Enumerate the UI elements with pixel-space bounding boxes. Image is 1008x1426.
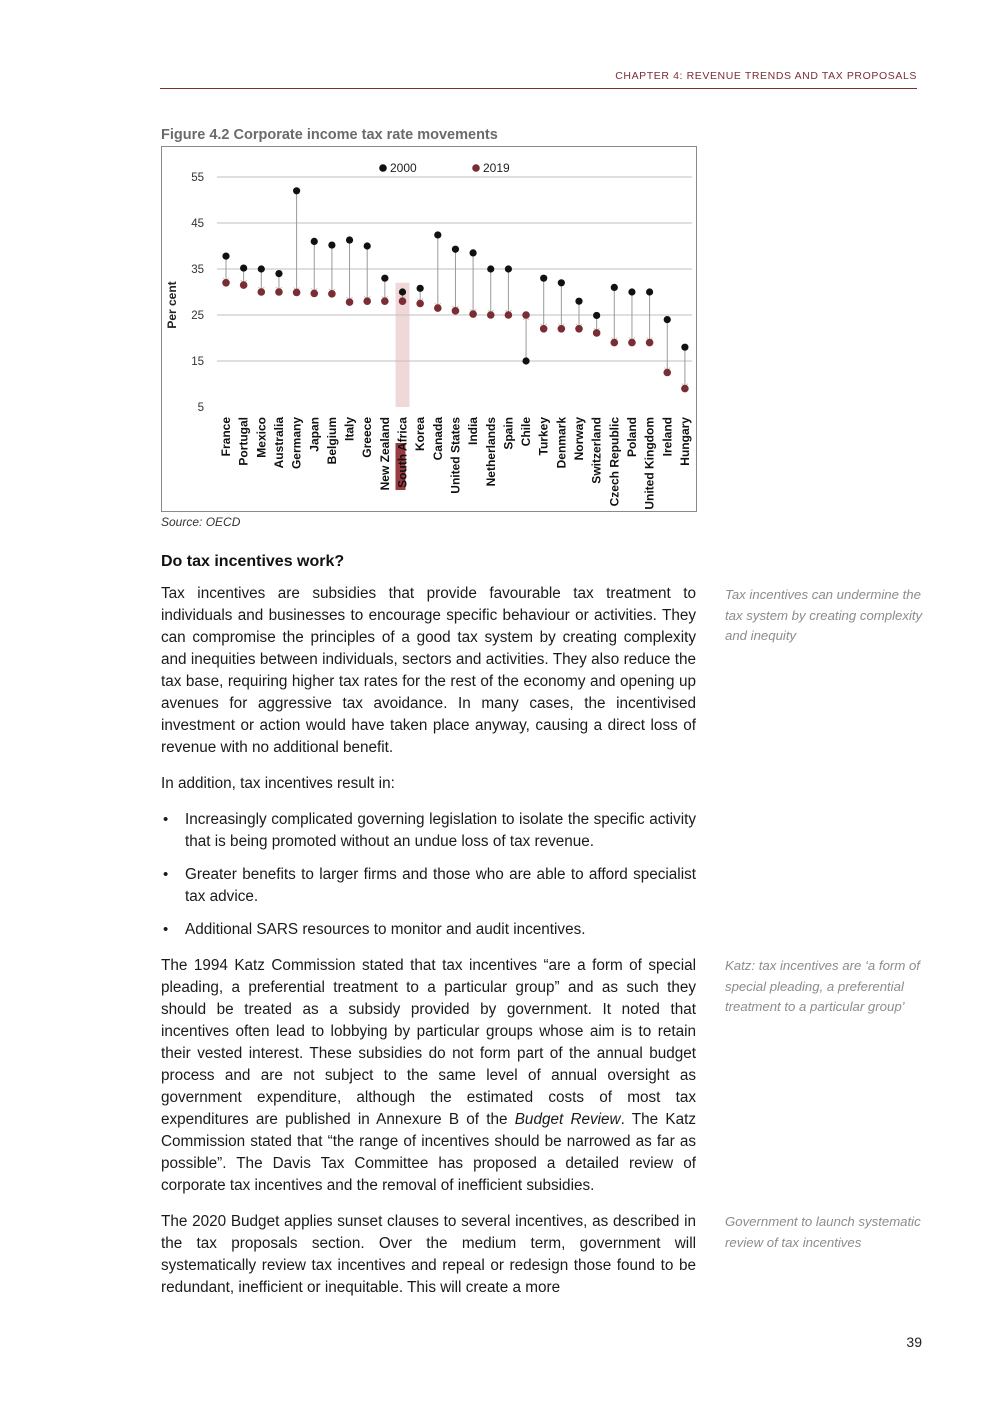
point-2019 xyxy=(222,279,230,287)
point-2000 xyxy=(346,236,353,243)
x-tick-label: Mexico xyxy=(254,417,269,458)
x-tick-label: South Africa xyxy=(395,417,410,488)
point-2019 xyxy=(275,288,283,296)
point-2019 xyxy=(558,325,566,333)
y-tick-label: 55 xyxy=(191,172,204,184)
x-tick-label: Norway xyxy=(572,417,586,461)
point-2019 xyxy=(346,298,354,306)
margin-note-katz: Katz: tax incentives are ‘a form of special pleading, a preferential treatment to a particular group’ xyxy=(725,958,920,1014)
section-heading: Do tax incentives work? xyxy=(161,553,345,570)
figure-source: Source: OECD xyxy=(161,515,241,529)
x-tick-label: Belgium xyxy=(324,417,339,465)
budget-review-title: Budget Review xyxy=(514,1111,621,1128)
point-2019 xyxy=(258,288,266,296)
point-2019 xyxy=(310,290,318,298)
x-tick-label: United States xyxy=(448,417,463,494)
point-2019 xyxy=(593,329,601,337)
point-2019 xyxy=(663,369,671,377)
point-2019 xyxy=(505,311,513,319)
point-2000 xyxy=(258,265,265,272)
x-tick-label: Portugal xyxy=(236,417,251,466)
point-2000 xyxy=(664,316,671,323)
legend-label: 2019 xyxy=(483,161,510,175)
point-2000 xyxy=(487,265,494,272)
point-2000 xyxy=(399,288,406,295)
x-tick-label: Poland xyxy=(624,417,639,458)
x-tick-label: Italy xyxy=(342,417,357,442)
x-tick-label: India xyxy=(466,417,481,446)
x-tick-label: Greece xyxy=(360,417,375,458)
x-tick-label: Chile xyxy=(519,417,534,447)
paragraph-tax-incentives: Tax incentives are subsidies that provide favourable tax treatment to individuals and businesses to encourage specific behaviour or activities. They can compromise the principles of a good tax system by creating complexity and inequities between individuals, sectors and activities. They also reduce the tax base, requiring higher tax rates for the rest of the economy and opening up avenues for aggressive tax avoidance. In many cases, the incentivised investment or action would have taken place anyway, causing a direct loss of revenue with no additional benefit. xyxy=(161,585,696,756)
point-2019 xyxy=(469,310,477,318)
point-2000 xyxy=(646,288,653,295)
x-tick-label: Japan xyxy=(307,417,322,452)
bullet-icon: • xyxy=(163,866,169,883)
point-2019 xyxy=(646,339,654,347)
point-2019 xyxy=(363,297,371,305)
point-2019 xyxy=(434,304,442,312)
point-2019 xyxy=(681,385,689,393)
bullet-text: Increasingly complicated governing legislation to isolate the specific activity that is being promoted without an undue loss of tax revenue. xyxy=(185,811,696,850)
x-tick-label: Germany xyxy=(289,417,304,470)
x-tick-label: Hungary xyxy=(677,417,692,466)
x-tick-label: Ireland xyxy=(660,417,675,457)
point-2000 xyxy=(311,238,318,245)
point-2000 xyxy=(470,249,477,256)
x-tick-label: Switzerland xyxy=(589,417,604,484)
point-2019 xyxy=(522,311,530,319)
point-2000 xyxy=(628,288,635,295)
point-2019 xyxy=(399,297,407,305)
point-2000 xyxy=(417,285,424,292)
page-number: 39 xyxy=(906,1334,922,1350)
x-tick-label: France xyxy=(219,417,233,457)
point-2019 xyxy=(452,307,460,315)
bullet-item xyxy=(161,919,696,941)
point-2019 xyxy=(487,311,495,319)
y-tick-label: 5 xyxy=(197,402,204,414)
bullet-text: Additional SARS resources to monitor and audit incentives. xyxy=(185,921,586,938)
point-2019 xyxy=(611,339,619,347)
bullet-icon: • xyxy=(163,921,169,938)
x-tick-label: Canada xyxy=(430,417,445,461)
chart-container xyxy=(161,146,697,512)
point-2019 xyxy=(293,289,301,297)
bullet-icon: • xyxy=(163,811,169,828)
margin-note-undermine: Tax incentives can undermine the tax system by creating complexity and inequity xyxy=(725,587,923,643)
paragraph-2020-budget: The 2020 Budget applies sunset clauses to several incentives, as described in the tax proposals section. Over the medium term, government will systematically review tax incentives and repeal or redesign those found to be redundant, inefficient or inequitable. This will create a more xyxy=(161,1213,696,1296)
point-2019 xyxy=(328,290,336,298)
point-2000 xyxy=(452,246,459,253)
x-tick-label: United Kingdom xyxy=(642,417,657,510)
margin-note-review: Government to launch systematic review of tax incentives xyxy=(725,1214,921,1250)
point-2000 xyxy=(434,231,441,238)
point-2000 xyxy=(558,279,565,286)
x-tick-label: New Zealand xyxy=(377,417,392,491)
x-tick-label: Turkey xyxy=(536,417,551,456)
point-2019 xyxy=(575,325,583,333)
x-tick-label: Denmark xyxy=(554,417,569,469)
point-2000 xyxy=(575,298,582,305)
bullet-list xyxy=(161,809,696,952)
point-2000 xyxy=(240,264,247,271)
point-2000 xyxy=(381,275,388,282)
y-tick-label: 35 xyxy=(191,264,204,276)
x-tick-label: Spain xyxy=(501,417,516,450)
bullet-item xyxy=(161,809,696,853)
y-tick-label: 25 xyxy=(191,310,204,322)
y-tick-label: 45 xyxy=(191,218,204,230)
x-tick-label: Czech Republic xyxy=(607,417,622,507)
paragraph-katz-part-a: The 1994 Katz Commission stated that tax incentives “are a form of special pleading, a preferential treatment to a particular group” and as such they should be treated as a subsidy provided by government. It noted that incentives often lead to lobbying by particular groups whose aim is to retain their vested interest. These subsidies do not form part of the annual budget process and are not subject to the same level of annual oversight as government expenditure, although the estimated costs of most tax expenditures are published in Annexure B of the xyxy=(161,957,696,1128)
chapter-header: CHAPTER 4: REVENUE TRENDS AND TAX PROPOSALS xyxy=(160,70,917,89)
point-2000 xyxy=(505,265,512,272)
point-2019 xyxy=(628,339,636,347)
x-tick-label: Korea xyxy=(413,417,428,452)
point-2019 xyxy=(381,297,389,305)
x-tick-label: Australia xyxy=(271,417,286,469)
point-2000 xyxy=(593,312,600,319)
tax-rate-chart xyxy=(162,147,698,513)
point-2019 xyxy=(416,300,424,308)
bullet-text: Greater benefits to larger firms and those who are able to afford specialist tax advice. xyxy=(185,866,696,905)
point-2000 xyxy=(522,357,529,364)
point-2019 xyxy=(540,325,548,333)
point-2000 xyxy=(681,344,688,351)
y-axis-label: Per cent xyxy=(165,281,179,329)
figure-title: Figure 4.2 Corporate income tax rate movements xyxy=(161,127,498,143)
point-2019 xyxy=(240,281,248,289)
point-2000 xyxy=(222,253,229,260)
point-2000 xyxy=(540,275,547,282)
point-2000 xyxy=(611,284,618,291)
legend-label: 2000 xyxy=(390,161,417,175)
point-2000 xyxy=(293,187,300,194)
bullet-item xyxy=(161,864,696,908)
paragraph-katz xyxy=(161,955,696,1197)
point-2000 xyxy=(328,241,335,248)
point-2000 xyxy=(364,242,371,249)
paragraph-katz-part-b: . The Katz Commission stated that “the range of incentives should be narrowed as far as possible”. The Davis Tax Committee has proposed a detailed review of corporate tax incentives and the removal of inefficient subsidies. xyxy=(161,1111,696,1194)
y-tick-label: 15 xyxy=(191,356,204,368)
x-tick-label: Netherlands xyxy=(483,417,498,487)
point-2000 xyxy=(275,270,282,277)
legend-marker xyxy=(472,164,480,172)
paragraph-intro: In addition, tax incentives result in: xyxy=(161,775,395,792)
legend-marker xyxy=(379,164,387,172)
